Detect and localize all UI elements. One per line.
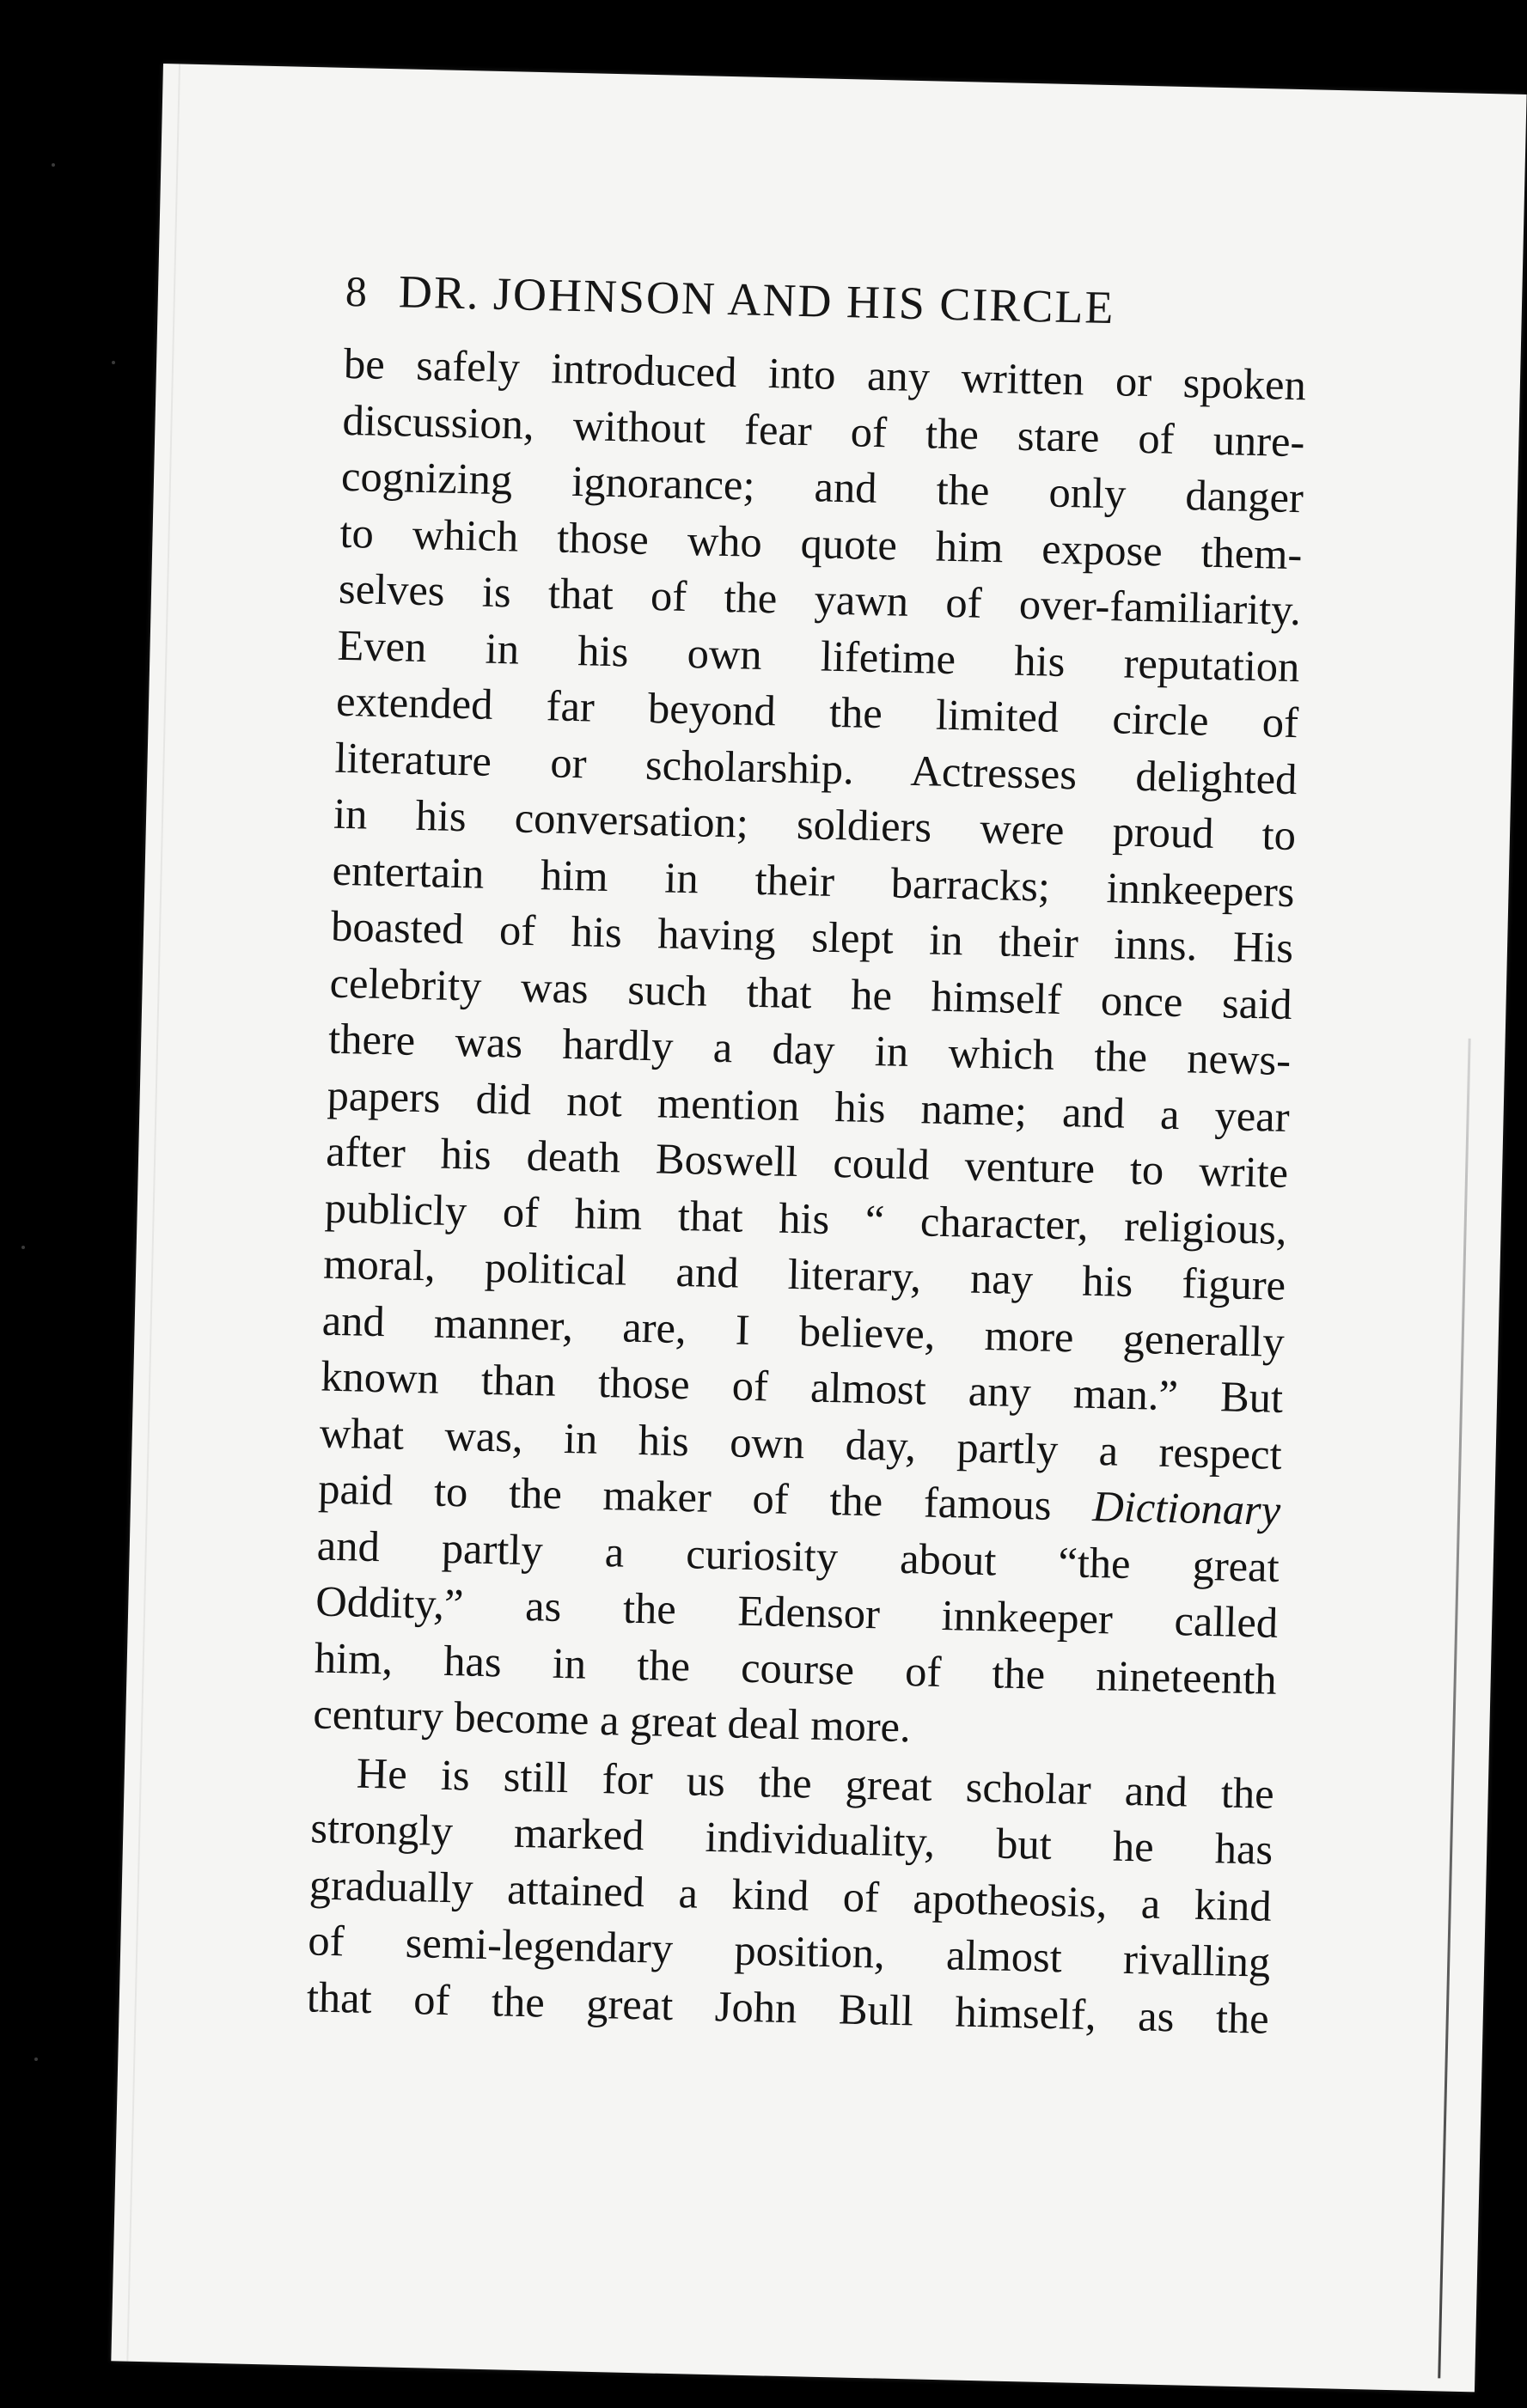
- text-line: there was hardly a day in which the news-: [327, 1014, 1292, 1085]
- scan-speck: [21, 1246, 25, 1249]
- text-line: publicly of him that his “ character, religious,: [324, 1183, 1288, 1253]
- text-line: that of the great John Bull himself, as the: [306, 1972, 1270, 2043]
- text-line: Even in his own lifetime his reputation: [337, 620, 1301, 691]
- page-number: 8: [345, 266, 368, 316]
- running-title: DR. JOHNSON AND HIS CIRCLE: [398, 265, 1116, 334]
- book-page: [111, 64, 1526, 2392]
- paragraph-1: [313, 336, 1307, 1764]
- text-line: literature or scholarship. Actresses delighted: [334, 733, 1298, 803]
- text-line: be safely introduced into any written or spoken: [343, 338, 1307, 410]
- text-line: after his death Boswell could venture to write: [325, 1126, 1289, 1198]
- text-line: entertain him in their barracks; innkeepers: [332, 845, 1296, 916]
- text-line: of semi-legendary position, almost rivalling: [307, 1916, 1271, 1986]
- text-line: selves is that of the yawn of over-familiarity.: [338, 564, 1302, 635]
- text-line: discussion, without fear of the stare of unre-: [342, 395, 1306, 466]
- paragraph-2: [306, 1744, 1274, 2047]
- scan-speck: [34, 2057, 38, 2061]
- text-line: in his conversation; soldiers were proud to: [333, 789, 1297, 860]
- text-line: what was, in his own day, partly a respect: [319, 1408, 1283, 1478]
- text-line: celebrity was such that he himself once said: [329, 958, 1293, 1028]
- text-line: papers did not mention his name; and a year: [327, 1070, 1291, 1141]
- text-line-dictionary: paid to the maker of the famous Dictionary: [317, 1464, 1281, 1534]
- text-line: Oddity,” as the Edensor innkeeper called: [315, 1576, 1279, 1647]
- page-edge-shadow: [126, 64, 180, 2361]
- scan-speck: [112, 361, 115, 364]
- text-line: to which those who quote him expose them-: [339, 508, 1304, 578]
- text-line: him, has in the course of the nineteenth: [314, 1632, 1278, 1704]
- text-line: He is still for us the great scholar and the: [356, 1748, 1275, 1818]
- text-line: century become a great deal more.: [312, 1689, 912, 1752]
- text-line: boasted of his having slept in their inns. His: [330, 901, 1294, 972]
- body-text: [306, 336, 1306, 2047]
- text-line: known than those of almost any man.” But: [320, 1351, 1284, 1422]
- page-fold-line: [1438, 1039, 1470, 2379]
- text-line: gradually attained a kind of apotheosis, a kind: [308, 1859, 1273, 1930]
- text-line: cognizing ignorance; and the only danger: [340, 451, 1304, 522]
- text-line: and partly a curiosity about “the great: [316, 1521, 1280, 1591]
- text-line: and manner, are, I believe, more generally: [321, 1295, 1286, 1366]
- book-title-dictionary: Dictionary: [1091, 1481, 1281, 1534]
- text-line: extended far beyond the limited circle of: [335, 676, 1299, 747]
- text-line: strongly marked individuality, but he has: [309, 1803, 1274, 1874]
- scan-speck: [52, 163, 55, 167]
- text-line: moral, political and literary, nay his figure: [322, 1239, 1286, 1309]
